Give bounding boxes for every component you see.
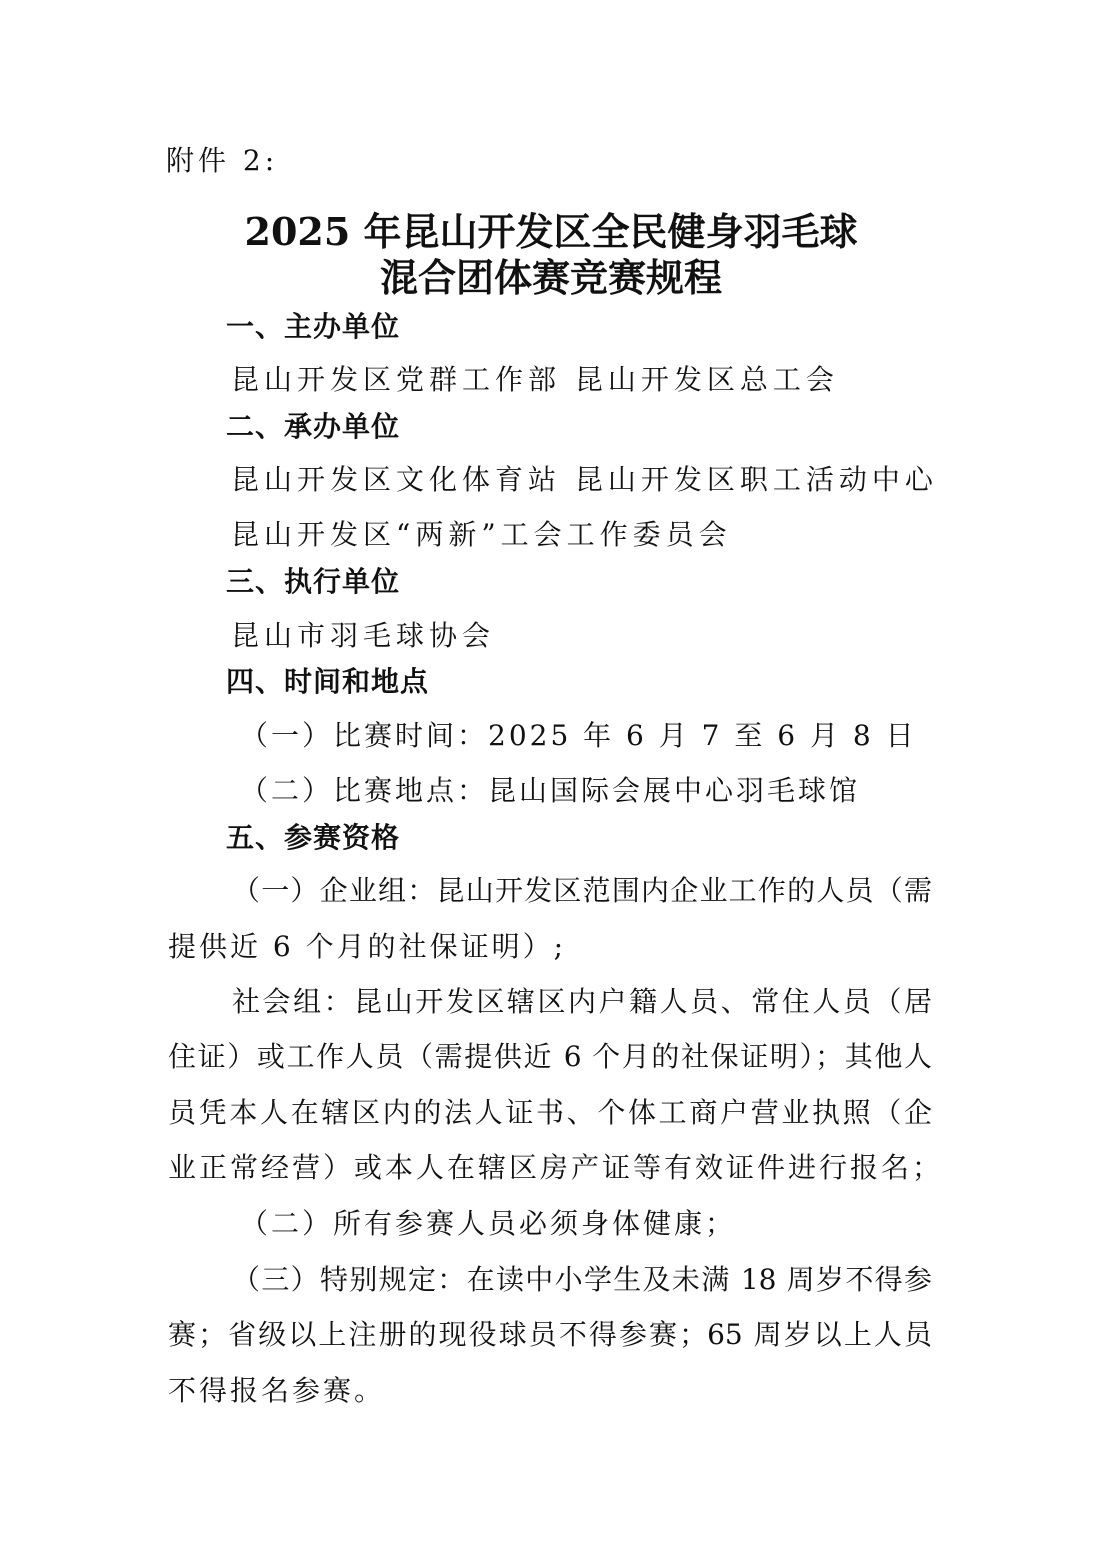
section-heading-time-place: 四、时间和地点 [226, 665, 430, 698]
match-time: （一）比赛时间：2025 年 6 月 7 至 6 月 8 日 [240, 719, 917, 752]
eligibility-p2-line-3: 员凭本人在辖区内的法人证书、个体工商户营业执照（企 [168, 1096, 932, 1129]
eligibility-p2-line-1: 社会组：昆山开发区辖区内户籍人员、常住人员（居 [232, 985, 932, 1018]
attachment-label: 附件 2: [166, 144, 279, 177]
section-heading-executor: 三、执行单位 [226, 565, 401, 598]
document-title-line-1: 2025 年昆山开发区全民健身羽毛球 [244, 209, 858, 254]
undertaker-line-2: 昆山开发区“两新”工会工作委员会 [231, 518, 732, 551]
eligibility-p4-line-3: 不得报名参赛。 [168, 1374, 386, 1407]
document-title-line-2: 混合团体赛竞赛规程 [379, 255, 722, 300]
match-place: （二）比赛地点：昆山国际会展中心羽毛球馆 [240, 774, 861, 807]
eligibility-p3: （二）所有参赛人员必须身体健康； [240, 1207, 737, 1240]
organizer-text: 昆山开发区党群工作部 昆山开发区总工会 [231, 363, 839, 396]
section-heading-organizer: 一、主办单位 [226, 310, 401, 343]
section-heading-undertaker: 二、承办单位 [226, 410, 401, 443]
eligibility-p1-line-2: 提供近 6 个月的社保证明）; [168, 930, 567, 963]
eligibility-p1-line-1: （一）企业组：昆山开发区范围内企业工作的人员（需 [232, 874, 932, 907]
eligibility-p2-line-2: 住证）或工作人员（需提供近 6 个月的社保证明）；其他人 [168, 1040, 932, 1073]
section-heading-eligibility: 五、参赛资格 [226, 821, 401, 854]
eligibility-p4-line-2: 赛；省级以上注册的现役球员不得参赛；65 周岁以上人员 [168, 1318, 932, 1351]
undertaker-line-1: 昆山开发区文化体育站 昆山开发区职工活动中心 [231, 463, 938, 496]
eligibility-p4-line-1: （三）特别规定：在读中小学生及未满 18 周岁不得参 [232, 1263, 932, 1296]
eligibility-p2-line-4: 业正常经营）或本人在辖区房产证等有效证件进行报名； [168, 1151, 944, 1184]
executor-text: 昆山市羽毛球协会 [231, 619, 496, 652]
